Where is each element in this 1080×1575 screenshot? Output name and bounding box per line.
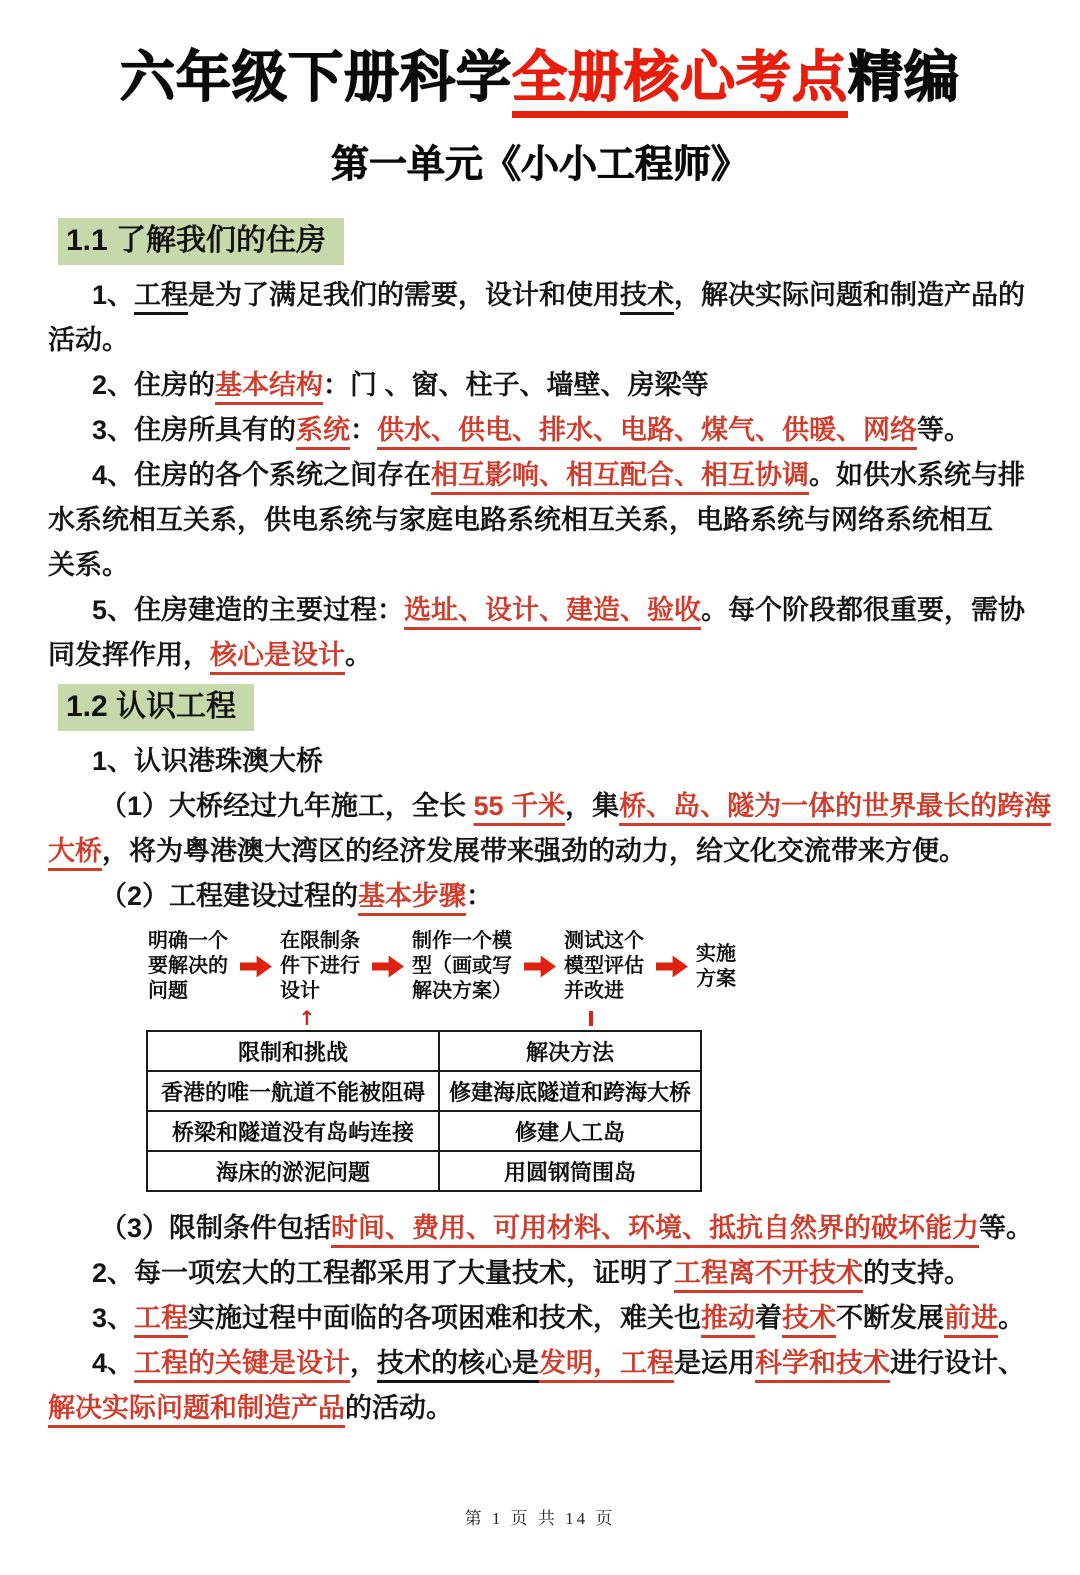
text-segment: 1、 xyxy=(92,280,135,310)
text-segment: 技术 xyxy=(782,1303,837,1333)
title-suffix: 精编 xyxy=(848,46,961,108)
text-segment: 工程离不开技术 xyxy=(674,1258,864,1288)
text-segment: 解决实际问题和制造产品 xyxy=(48,1393,345,1423)
text-segment: 的支持。 xyxy=(863,1258,972,1288)
text-segment: 。每个阶段都很重要，需协 xyxy=(701,595,1026,625)
text-segment: 55 千米 xyxy=(473,791,566,821)
text-segment: 。如供水系统与排 xyxy=(809,460,1026,490)
text-line xyxy=(48,874,1080,919)
flow-step: 实施方案 xyxy=(696,942,736,990)
text-segment: 是运用 xyxy=(674,1348,756,1378)
text-segment: 工程的关键是设计 xyxy=(134,1348,351,1378)
challenges-solutions-table xyxy=(146,1030,702,1192)
table-header-cell: 限制和挑战 xyxy=(147,1031,439,1071)
text-segment: 相互影响、相互配合、相互协调 xyxy=(431,460,810,490)
text-segment: 时间、费用、可用材料、环境、抵抗自然界的破坏能力 xyxy=(331,1213,980,1243)
text-segment: 3、 xyxy=(92,1303,135,1333)
text-line xyxy=(48,363,1080,408)
text-line xyxy=(48,829,1080,874)
table-row xyxy=(147,1111,701,1151)
table-cell: 香港的唯一航道不能被阻碍 xyxy=(147,1071,439,1111)
table-cell: 修建人工岛 xyxy=(439,1111,701,1151)
text-segment: 系统 xyxy=(296,415,351,445)
text-segment: 不断发展 xyxy=(836,1303,945,1333)
document-page xyxy=(0,46,1080,1575)
text-segment: 等。 xyxy=(979,1213,1034,1243)
page-number: 第 1 页 共 14 页 xyxy=(464,1509,616,1528)
text-line xyxy=(48,633,1080,678)
text-segment: 水系统相互关系，供电系统与家庭电路系统相互关系，电路系统与网络系统相互 xyxy=(48,505,993,535)
table-cell: 用圆钢筒围岛 xyxy=(439,1151,701,1191)
text-segment: ： xyxy=(466,881,494,911)
text-segment: 等。 xyxy=(917,415,972,445)
text-segment: 2、住房的 xyxy=(92,370,216,400)
flow-step: 明确一个要解决的问题 xyxy=(148,930,228,1002)
section-heading-row xyxy=(0,218,1080,265)
process-flow-diagram xyxy=(148,929,1080,1030)
text-segment: 关系。 xyxy=(48,550,129,580)
text-segment: 技术 xyxy=(620,280,675,310)
text-segment: （1）大桥经过九年施工，全长 xyxy=(100,791,474,821)
table-row xyxy=(147,1071,701,1111)
text-line xyxy=(48,543,1080,588)
text-line xyxy=(48,408,1080,453)
text-segment: ：门 、窗、柱子、墙壁、房梁等 xyxy=(323,370,709,400)
table-cell: 修建海底隧道和跨海大桥 xyxy=(439,1071,701,1111)
table-cell: 桥梁和隧道没有岛屿连接 xyxy=(147,1111,439,1151)
text-line xyxy=(48,739,1080,784)
text-segment: 工程 xyxy=(134,280,189,310)
document-body xyxy=(0,218,1080,1431)
text-segment: 活动。 xyxy=(48,325,129,355)
section-heading-row xyxy=(0,684,1080,731)
text-segment: 5、住房建造的主要过程： xyxy=(92,595,405,625)
text-segment: ，解决实际问题和制造产品的 xyxy=(674,280,1026,310)
text-segment: 。 xyxy=(998,1303,1026,1333)
title-highlight: 全册核心考点 xyxy=(512,46,848,118)
text-line xyxy=(48,1251,1080,1296)
text-segment: 基本步骤 xyxy=(358,881,467,911)
text-segment: （2）工程建设过程的 xyxy=(100,881,359,911)
text-segment: ，将为粤港澳大湾区的经济发展带来强劲的动力，给文化交流带来方便。 xyxy=(102,836,966,866)
table-row xyxy=(147,1151,701,1191)
text-segment: 推动 xyxy=(701,1303,756,1333)
text-segment: ，集 xyxy=(565,791,620,821)
text-segment: 前进 xyxy=(944,1303,999,1333)
tick-mark-icon xyxy=(589,1011,593,1026)
text-segment: 3、住房所具有的 xyxy=(92,415,297,445)
text-segment: 发明，工程 xyxy=(539,1348,675,1378)
text-line xyxy=(48,1341,1080,1386)
text-line xyxy=(48,273,1080,318)
text-segment: 4、 xyxy=(92,1348,135,1378)
text-line xyxy=(48,588,1080,633)
text-line xyxy=(48,1296,1080,1341)
text-line xyxy=(48,784,1080,829)
text-segment: 同发挥作用， xyxy=(48,640,210,670)
text-segment: 着 xyxy=(755,1303,783,1333)
arrow-right-icon xyxy=(524,956,556,978)
text-line xyxy=(48,498,1080,543)
unit-subtitle: 第一单元《小小工程师》 xyxy=(330,144,749,186)
arrow-right-icon xyxy=(240,956,272,978)
text-segment: ： xyxy=(350,415,378,445)
text-segment: 实施过程中面临的各项困难和技术，难关也 xyxy=(188,1303,702,1333)
text-segment: 大桥 xyxy=(48,836,102,866)
flow-step: 制作一个模型（画或写解决方案） xyxy=(412,930,512,1002)
text-segment: 桥、岛、隧为一体的世界最长的跨海 xyxy=(619,791,1052,821)
text-segment: 供水、供电、排水、电路、煤气、供暖、网络 xyxy=(377,415,918,445)
document-title xyxy=(0,46,1080,108)
text-segment: 1、认识港珠澳大桥 xyxy=(92,746,324,776)
text-line xyxy=(48,1206,1080,1251)
text-segment: 科学和技术 xyxy=(755,1348,891,1378)
text-segment: 的活动。 xyxy=(345,1393,453,1423)
table-header-row xyxy=(147,1031,701,1071)
text-segment: ， xyxy=(350,1348,378,1378)
up-arrow-icon: ↑ xyxy=(298,1006,316,1030)
text-segment: 技术的核心是 xyxy=(377,1348,540,1378)
arrow-right-icon xyxy=(372,956,404,978)
text-segment: 工程 xyxy=(134,1303,189,1333)
table-header-cell: 解决方法 xyxy=(439,1031,701,1071)
text-segment: 2、每一项宏大的工程都采用了大量技术，证明了 xyxy=(92,1258,675,1288)
section-heading-1-2: 1.2 认识工程 xyxy=(58,684,254,731)
text-line xyxy=(48,1386,1080,1431)
text-segment: （3）限制条件包括 xyxy=(100,1213,332,1243)
text-segment: 4、住房的各个系统之间存在 xyxy=(92,460,432,490)
text-segment: 核心是设计 xyxy=(210,640,345,670)
text-segment: 基本结构 xyxy=(215,370,324,400)
text-line xyxy=(48,318,1080,363)
text-segment: 。 xyxy=(345,640,372,670)
title-prefix: 六年级下册科学 xyxy=(119,46,512,108)
arrow-right-icon xyxy=(656,956,688,978)
flow-step: 测试这个模型评估并改进 xyxy=(564,929,648,1004)
text-segment: 进行设计、 xyxy=(890,1348,1026,1378)
text-line xyxy=(48,453,1080,498)
table-cell: 海床的淤泥问题 xyxy=(147,1151,439,1191)
text-segment: 选址、设计、建造、验收 xyxy=(404,595,702,625)
flow-step: 在限制条件下进行设计 ↑ xyxy=(280,930,360,1030)
text-segment: 是为了满足我们的需要，设计和使用 xyxy=(188,280,621,310)
section-heading-1-1: 1.1 了解我们的住房 xyxy=(58,218,344,265)
